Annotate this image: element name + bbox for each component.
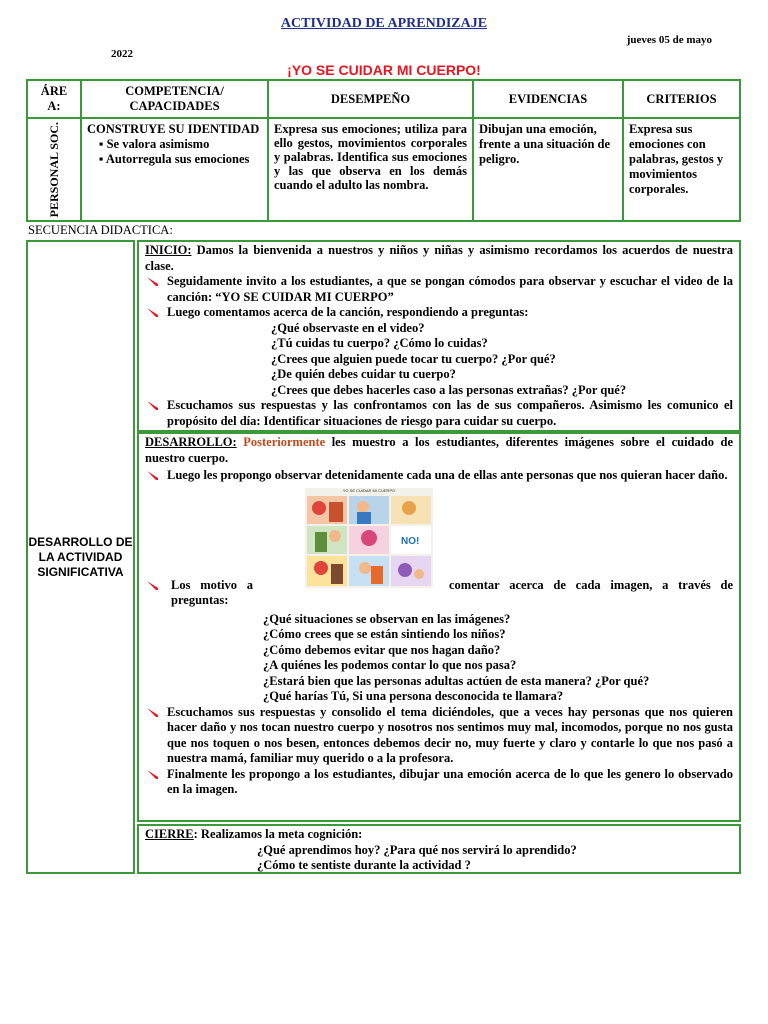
year-text: 2022 <box>111 48 133 60</box>
pencil-marker-icon <box>146 768 160 780</box>
inicio-intro: Damos la bienvenida a nuestros y niños y niñas y asimismo recordamos los acuerdos de nuestra clase. <box>145 243 734 273</box>
pencil-marker-icon <box>146 579 160 591</box>
desarrollo-question: ¿Cómo crees que se están sintiendo los niños? <box>263 627 506 641</box>
date-text: jueves 05 de mayo <box>626 34 712 46</box>
inicio-question: ¿Tú cuidas tu cuerpo? ¿Cómo lo cuidas? <box>271 336 488 350</box>
inicio-bullet-3: Escuchamos sus respuestas y las confrontamos con las de sus compañeros. Asimismo les comunico el propósito del día: Identificar situaciones de riesgo para cuidar su cuerpo. <box>167 398 733 428</box>
desarrollo-question: ¿Qué harías Tú, Si una persona desconocida te llamara? <box>263 689 564 703</box>
planning-table <box>26 79 741 222</box>
image-caption: YO SE CUIDAR MI CUERPO <box>342 488 396 493</box>
desarrollo-section <box>137 432 741 822</box>
header-desempeno: DESEMPEÑO <box>268 80 473 118</box>
inicio-question: ¿Qué observaste en el video? <box>271 320 425 335</box>
secuencia-label: SECUENCIA DIDACTICA: <box>28 223 173 237</box>
document-title: ACTIVIDAD DE APRENDIZAJE <box>280 16 488 31</box>
evidencias-cell <box>473 118 623 221</box>
cierre-label: CIERRE <box>145 827 194 841</box>
desempeno-text: Expresa sus emociones; utiliza para ello gestos, movimientos corporales y palabras. Identifica sus emociones y las que observa en los demás cuando el adulto las nombra. <box>274 122 467 192</box>
cierre-question: ¿Qué aprendimos hoy? ¿Para qué nos servirá lo aprendido? <box>257 842 577 857</box>
desarrollo-bullet-4: Finalmente les propongo a los estudiantes, dibujar una emoción acerca de lo que les genero lo observado en la imagen. <box>167 766 733 796</box>
desarrollo-question: ¿Qué situaciones se observan en las imágenes? <box>263 611 511 626</box>
desarrollo-bullet-2b: comentar acerca de cada imagen, a través de preguntas: <box>171 577 734 607</box>
area-text: PERSONAL SOC. <box>46 121 61 218</box>
cierre-intro: : Realizamos la meta cognición: <box>193 827 363 841</box>
safety-scenes-icon <box>305 494 433 588</box>
pencil-marker-icon <box>146 469 160 481</box>
cierre-question: ¿Cómo te sentiste durante la actividad ? <box>257 858 471 872</box>
cierre-section <box>137 824 741 874</box>
inicio-section <box>137 240 741 432</box>
desarrollo-question: ¿A quiénes les podemos contar lo que nos pasa? <box>263 658 517 672</box>
capacidades-list <box>87 137 262 167</box>
svg-text:NO!: NO! <box>401 536 420 547</box>
desarrollo-intro: les muestro a los estudiantes, diferentes imágenes sobre el cuidado de nuestro cuerpo. <box>145 435 733 465</box>
criterios-cell <box>623 118 740 221</box>
inicio-question: ¿De quién debes cuidar tu cuerpo? <box>271 367 456 381</box>
desarrollo-bullet-3: Escuchamos sus respuestas y consolido el tema diciéndoles, que a veces hay personas que nos quieren hacer daño y nos tocan nuestro cuerpo y nosotros nos sentimos muy mal, incomodos, porque no nos gusta que nos toquen o nos besen, entonces debemos decir no, muy fuerte y claro y contarle lo que nos pasó a nuestra mamá, familiar muy querido o a la profesora. <box>167 704 733 765</box>
pencil-marker-icon <box>146 706 160 718</box>
header-competencia: COMPETENCIA/ CAPACIDADES <box>81 80 268 118</box>
desarrollo-question: ¿Cómo debemos evitar que nos hagan daño? <box>263 642 501 657</box>
area-cell <box>27 118 81 221</box>
pencil-marker-icon <box>146 306 160 318</box>
header-area: ÁRE A: <box>27 80 81 118</box>
capacidad-item: ▪ Autorregula sus emociones <box>99 152 262 167</box>
criterios-text: Expresa sus emociones con palabras, gestos y movimientos corporales. <box>629 122 724 196</box>
left-label-box <box>26 240 135 874</box>
desarrollo-intro-colored: Posteriormente <box>243 435 326 449</box>
header-criterios: CRITERIOS <box>623 80 740 118</box>
competencia-text: CONSTRUYE SU IDENTIDAD <box>87 122 260 136</box>
inicio-bullet-2: Luego comentamos acerca de la canción, respondiendo a preguntas: <box>167 305 529 319</box>
pencil-marker-icon <box>146 399 160 411</box>
desarrollo-label: DESARROLLO: <box>145 435 237 449</box>
desarrollo-bullet-1: Luego les propongo observar detenidamente cada una de ellas ante personas que nos quieran hacer daño. <box>167 468 728 482</box>
capacidad-item: ▪ Se valora asimismo <box>99 137 262 152</box>
inicio-question: ¿Crees que alguien puede tocar tu cuerpo? ¿Por qué? <box>271 351 556 366</box>
desempeno-cell <box>268 118 473 221</box>
activity-subtitle: ¡YO SE CUIDAR MI CUERPO! <box>287 62 481 78</box>
desarrollo-bullet-2a: Los motivo a <box>171 577 253 592</box>
desarrollo-question: ¿Estará bien que las personas adultas actúen de esta manera? ¿Por qué? <box>263 673 650 688</box>
safety-illustration-image <box>305 488 433 588</box>
left-label: DESARROLLO DE LA ACTIVIDAD SIGNIFICATIVA <box>28 534 133 579</box>
evidencias-text: Dibujan una emoción, frente a una situación de peligro. <box>479 122 611 166</box>
header-evidencias: EVIDENCIAS <box>473 80 623 118</box>
inicio-label: INICIO: <box>145 243 192 257</box>
inicio-question: ¿Crees que debes hacerles caso a las personas extrañas? ¿Por qué? <box>271 382 627 397</box>
pencil-marker-icon <box>146 275 160 287</box>
competencia-cell <box>81 118 268 221</box>
inicio-bullet-1: Seguidamente invito a los estudiantes, a que se pongan cómodos para observar y escuchar el video de la canción: “YO SE CUIDAR MI CUERPO” <box>167 274 733 304</box>
